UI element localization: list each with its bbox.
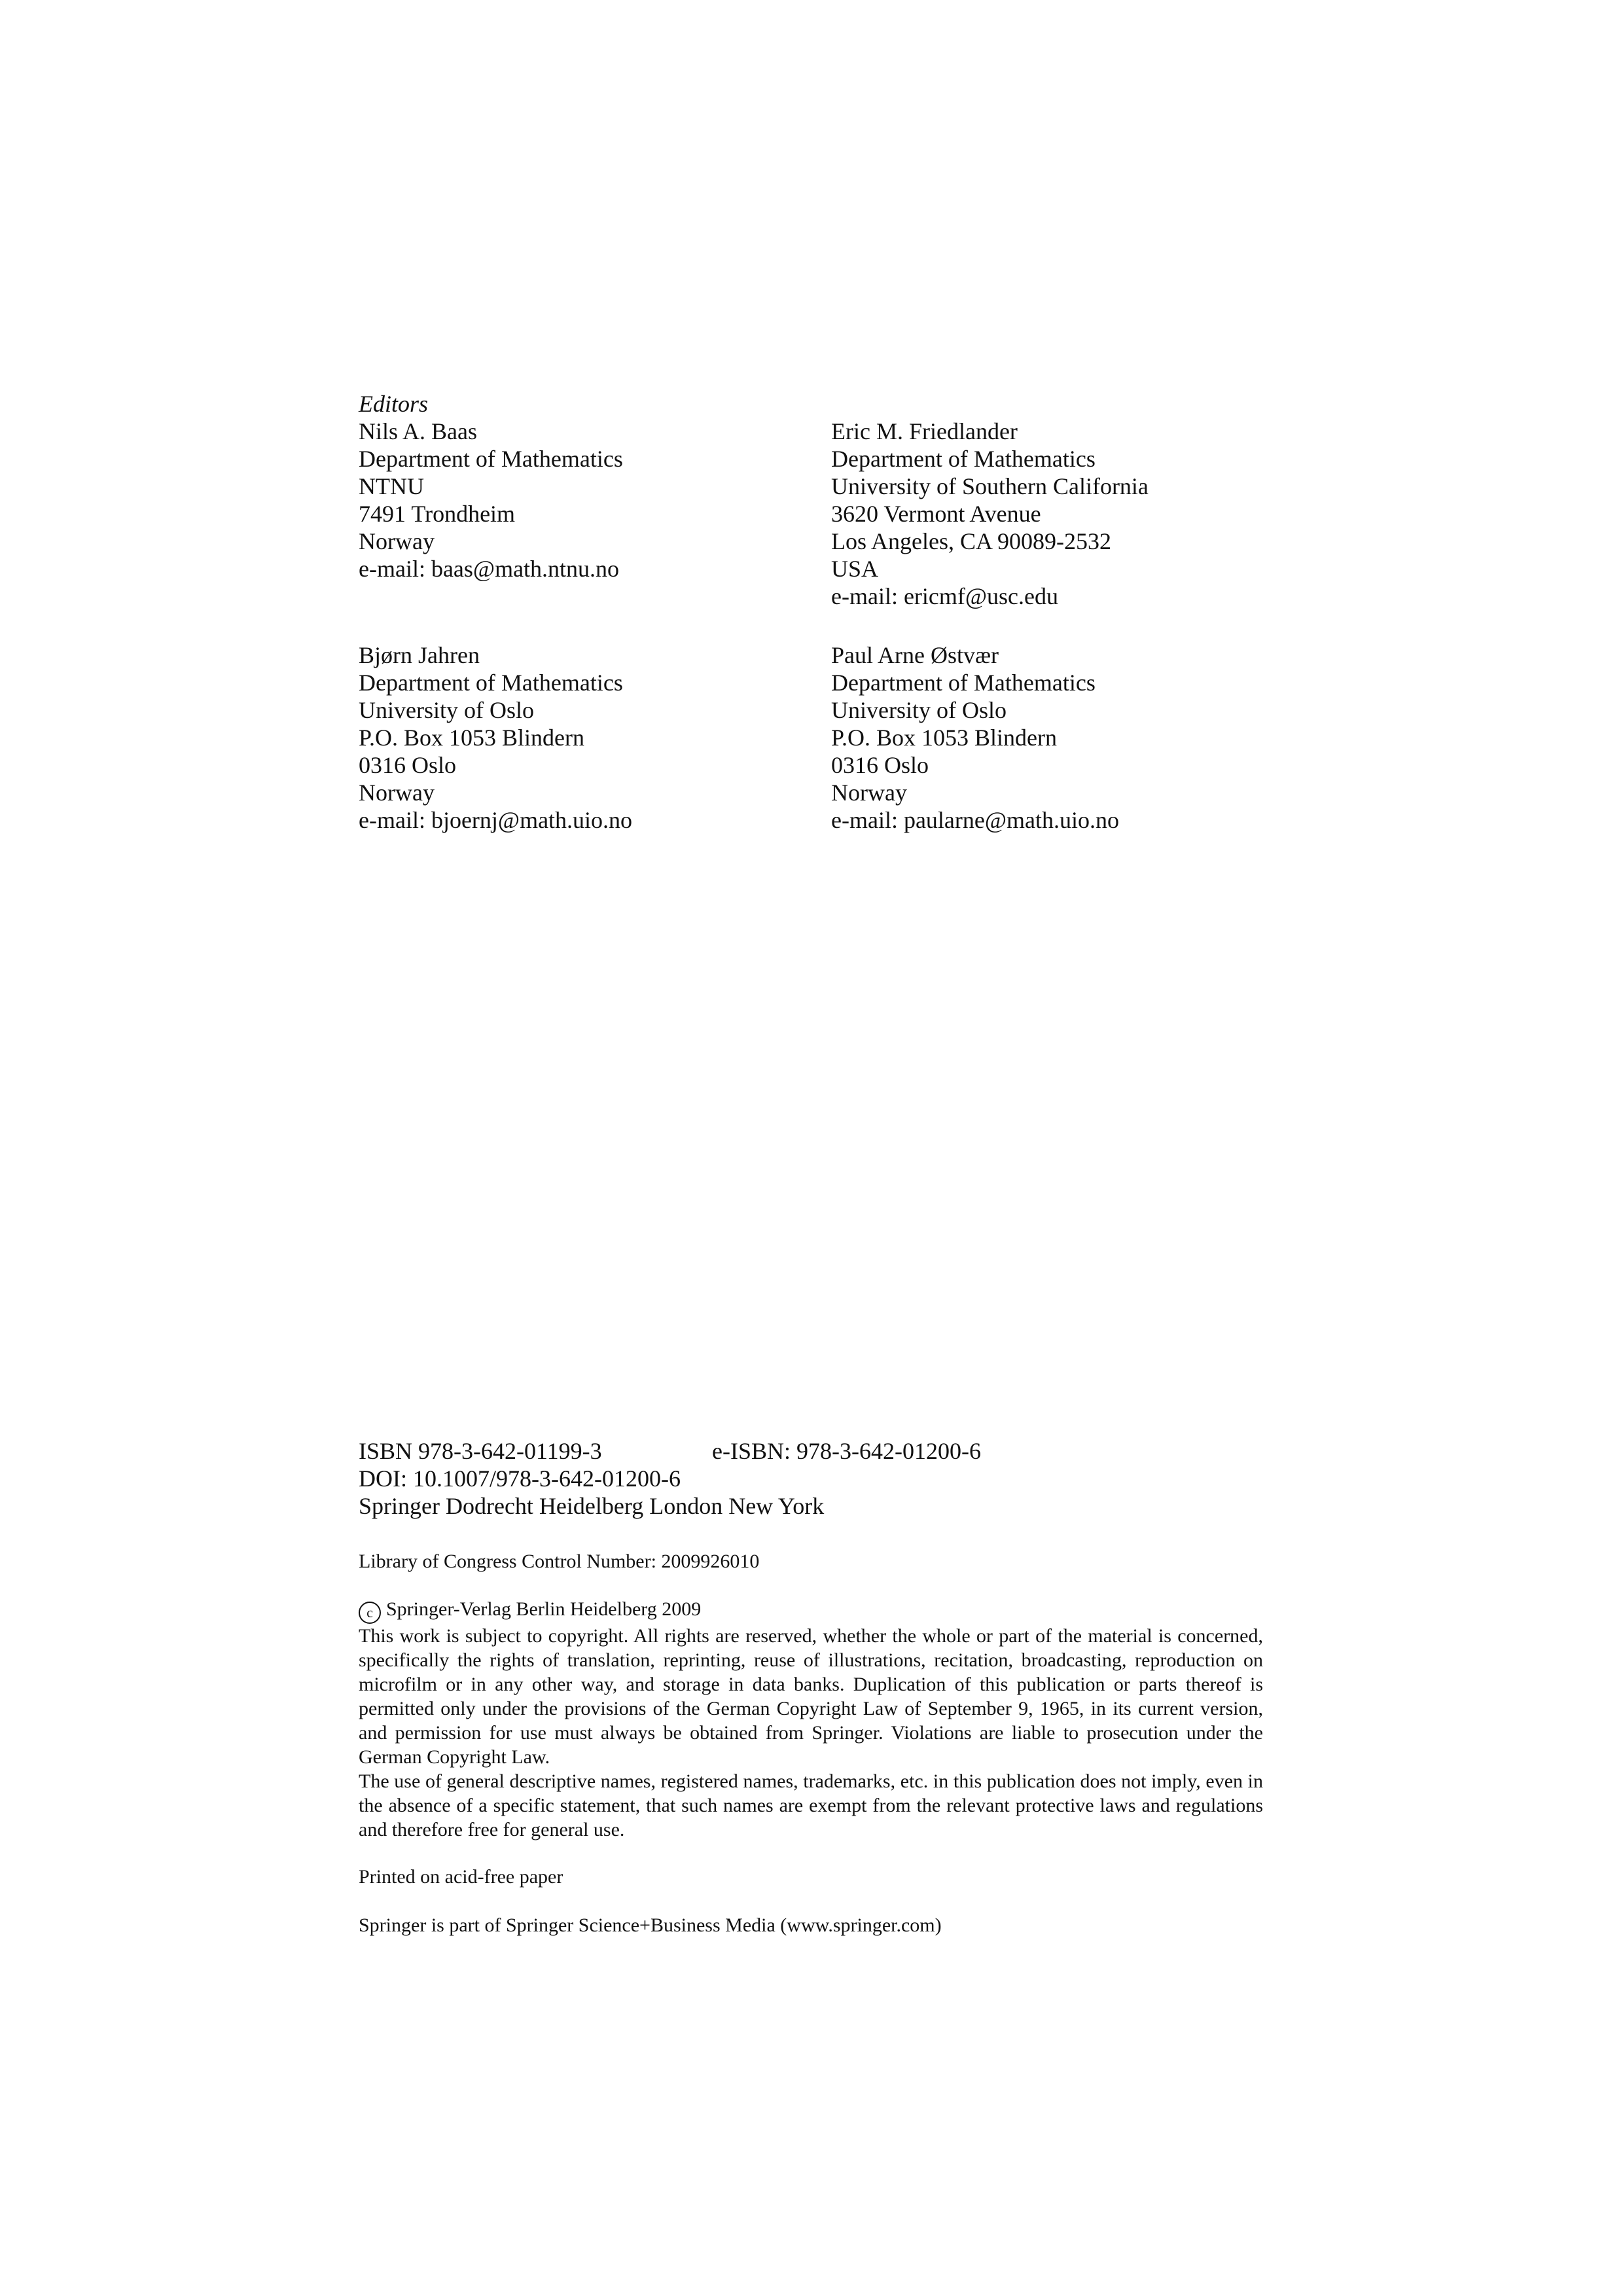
copyright-paragraph: This work is subject to copyright. All rights are reserved, whether the whole or part of the material is concerned, specifically the rights of translation, reprinting, reuse of illustrations, recitation, broadcasting, reproduction on microfilm or in any other way, and storage in data banks. Duplication of this publication or parts thereof is permitted only under the provisions of the German Copyright Law of September 9, 1965, in its current version, and permission for use must always be obtained from Springer. Violations are liable to prosecution under the German Copyright Law. <box>359 1625 1263 1768</box>
editor-city: Los Angeles, CA 90089-2532 <box>831 528 1111 554</box>
editor-city: 7491 Trondheim <box>359 501 516 527</box>
lccn: Library of Congress Control Number: 2009926010 <box>359 1551 760 1572</box>
copyright-block <box>359 1597 1263 1842</box>
editor-street: 3620 Vermont Avenue <box>831 501 1041 527</box>
editor-name: Eric M. Friedlander <box>831 418 1018 444</box>
e-isbn: e-ISBN: 978-3-642-01200-6 <box>712 1438 981 1464</box>
editor-address-baas <box>359 418 623 583</box>
editor-institution: University of Southern California <box>831 473 1149 499</box>
doi: DOI: 10.1007/978-3-642-01200-6 <box>359 1465 681 1492</box>
isbn-row <box>359 1437 1275 1465</box>
editor-department: Department of Mathematics <box>831 670 1096 696</box>
editor-name: Nils A. Baas <box>359 418 478 444</box>
editor-address-ostvaer <box>831 641 1119 834</box>
editor-pobox: P.O. Box 1053 Blindern <box>831 725 1058 751</box>
editor-country: Norway <box>359 528 435 554</box>
printed-note: Printed on acid-free paper <box>359 1866 563 1888</box>
editor-institution: University of Oslo <box>359 697 534 723</box>
editor-institution: University of Oslo <box>831 697 1007 723</box>
publisher-cities: Springer Dodrecht Heidelberg London New York <box>359 1493 825 1519</box>
copyright-icon: c <box>359 1602 381 1624</box>
copyright-line <box>359 1597 1263 1624</box>
editor-department: Department of Mathematics <box>359 670 623 696</box>
publication-info <box>359 1437 1275 1520</box>
springer-note: Springer is part of Springer Science+Business Media (www.springer.com) <box>359 1914 942 1936</box>
editor-pobox: P.O. Box 1053 Blindern <box>359 725 585 751</box>
isbn: ISBN 978-3-642-01199-3 <box>359 1438 602 1464</box>
editor-name: Paul Arne Østvær <box>831 642 999 668</box>
editor-email: e-mail: baas@math.ntnu.no <box>359 556 620 582</box>
editor-institution: NTNU <box>359 473 424 499</box>
editor-country: USA <box>831 556 879 582</box>
editor-department: Department of Mathematics <box>359 446 623 472</box>
editor-email: e-mail: paularne@math.uio.no <box>831 807 1120 833</box>
editor-country: Norway <box>831 780 907 806</box>
editors-heading: Editors <box>359 391 429 417</box>
editor-city: 0316 Oslo <box>831 752 929 778</box>
editor-address-friedlander <box>831 418 1149 610</box>
editor-country: Norway <box>359 780 435 806</box>
copyright-holder: Springer-Verlag Berlin Heidelberg 2009 <box>386 1598 702 1620</box>
editor-address-jahren <box>359 641 632 834</box>
trademark-paragraph: The use of general descriptive names, registered names, trademarks, etc. in this publication does not imply, even in the absence of a specific statement, that such names are exempt from the relevant protective laws and regulations and therefore free for general use. <box>359 1770 1263 1840</box>
editor-email: e-mail: ericmf@usc.edu <box>831 583 1059 609</box>
editor-city: 0316 Oslo <box>359 752 457 778</box>
editor-department: Department of Mathematics <box>831 446 1096 472</box>
editor-name: Bjørn Jahren <box>359 642 480 668</box>
editor-email: e-mail: bjoernj@math.uio.no <box>359 807 633 833</box>
